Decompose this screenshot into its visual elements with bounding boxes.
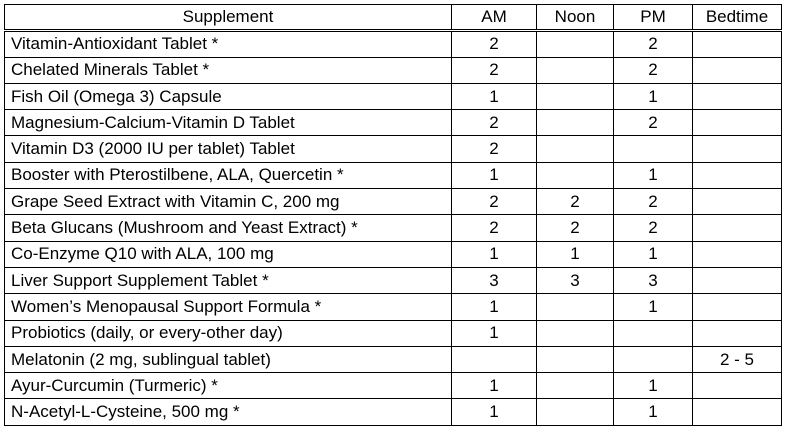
noon-dose-cell: 1 bbox=[537, 241, 614, 267]
table-row bbox=[5, 189, 782, 215]
supplement-name-cell: Ayur-Curcumin (Turmeric) * bbox=[5, 373, 452, 399]
supplement-name-cell: Vitamin-Antioxidant Tablet * bbox=[5, 31, 452, 57]
supplement-name-cell: Booster with Pterostilbene, ALA, Quercetin * bbox=[5, 162, 452, 188]
am-dose-cell: 1 bbox=[452, 294, 537, 320]
pm-dose-cell: 3 bbox=[614, 267, 693, 293]
bedtime-dose-cell bbox=[693, 294, 782, 320]
supplement-name-cell: Grape Seed Extract with Vitamin C, 200 mg bbox=[5, 189, 452, 215]
supplement-name-cell: N-Acetyl-L-Cysteine, 500 mg * bbox=[5, 399, 452, 425]
noon-dose-cell: 3 bbox=[537, 267, 614, 293]
am-dose-cell: 1 bbox=[452, 320, 537, 346]
pm-dose-cell: 2 bbox=[614, 189, 693, 215]
bedtime-dose-cell bbox=[693, 320, 782, 346]
noon-dose-cell bbox=[537, 57, 614, 83]
am-dose-cell: 2 bbox=[452, 110, 537, 136]
bedtime-dose-cell bbox=[693, 267, 782, 293]
table-body bbox=[5, 31, 782, 425]
bedtime-dose-cell bbox=[693, 215, 782, 241]
bedtime-dose-cell bbox=[693, 31, 782, 57]
table-row bbox=[5, 57, 782, 83]
pm-dose-cell: 1 bbox=[614, 373, 693, 399]
table-row bbox=[5, 136, 782, 162]
noon-dose-cell bbox=[537, 320, 614, 346]
table-row bbox=[5, 31, 782, 57]
am-dose-cell: 2 bbox=[452, 31, 537, 57]
pm-dose-cell: 1 bbox=[614, 399, 693, 425]
am-dose-cell: 1 bbox=[452, 241, 537, 267]
pm-dose-cell: 2 bbox=[614, 31, 693, 57]
header-noon: Noon bbox=[537, 5, 614, 31]
table-row bbox=[5, 346, 782, 372]
pm-dose-cell bbox=[614, 320, 693, 346]
supplement-name-cell: Probiotics (daily, or every-other day) bbox=[5, 320, 452, 346]
bedtime-dose-cell bbox=[693, 83, 782, 109]
am-dose-cell: 1 bbox=[452, 83, 537, 109]
supplement-name-cell: Women’s Menopausal Support Formula * bbox=[5, 294, 452, 320]
am-dose-cell: 1 bbox=[452, 373, 537, 399]
table-row bbox=[5, 241, 782, 267]
am-dose-cell: 1 bbox=[452, 399, 537, 425]
pm-dose-cell bbox=[614, 136, 693, 162]
header-am: AM bbox=[452, 5, 537, 31]
supplement-name-cell: Beta Glucans (Mushroom and Yeast Extract) * bbox=[5, 215, 452, 241]
bedtime-dose-cell bbox=[693, 136, 782, 162]
table-row bbox=[5, 162, 782, 188]
noon-dose-cell bbox=[537, 373, 614, 399]
supplement-name-cell: Melatonin (2 mg, sublingual tablet) bbox=[5, 346, 452, 372]
header-pm: PM bbox=[614, 5, 693, 31]
noon-dose-cell bbox=[537, 162, 614, 188]
supplement-name-cell: Magnesium-Calcium-Vitamin D Tablet bbox=[5, 110, 452, 136]
supplement-name-cell: Fish Oil (Omega 3) Capsule bbox=[5, 83, 452, 109]
bedtime-dose-cell bbox=[693, 57, 782, 83]
pm-dose-cell: 1 bbox=[614, 294, 693, 320]
supplement-name-cell: Vitamin D3 (2000 IU per tablet) Tablet bbox=[5, 136, 452, 162]
bedtime-dose-cell bbox=[693, 162, 782, 188]
noon-dose-cell bbox=[537, 110, 614, 136]
bedtime-dose-cell bbox=[693, 373, 782, 399]
table-row bbox=[5, 83, 782, 109]
bedtime-dose-cell bbox=[693, 241, 782, 267]
header-bedtime: Bedtime bbox=[693, 5, 782, 31]
noon-dose-cell bbox=[537, 346, 614, 372]
noon-dose-cell bbox=[537, 136, 614, 162]
supplement-name-cell: Liver Support Supplement Tablet * bbox=[5, 267, 452, 293]
supplement-table bbox=[4, 4, 782, 426]
noon-dose-cell bbox=[537, 294, 614, 320]
pm-dose-cell: 1 bbox=[614, 241, 693, 267]
pm-dose-cell: 2 bbox=[614, 57, 693, 83]
table-row bbox=[5, 399, 782, 425]
pm-dose-cell: 1 bbox=[614, 83, 693, 109]
table-row bbox=[5, 373, 782, 399]
supplement-name-cell: Co-Enzyme Q10 with ALA, 100 mg bbox=[5, 241, 452, 267]
bedtime-dose-cell bbox=[693, 110, 782, 136]
pm-dose-cell: 2 bbox=[614, 110, 693, 136]
header-row bbox=[5, 5, 782, 31]
pm-dose-cell bbox=[614, 346, 693, 372]
table-row bbox=[5, 320, 782, 346]
bedtime-dose-cell: 2 - 5 bbox=[693, 346, 782, 372]
am-dose-cell: 1 bbox=[452, 162, 537, 188]
noon-dose-cell bbox=[537, 31, 614, 57]
noon-dose-cell bbox=[537, 83, 614, 109]
am-dose-cell: 2 bbox=[452, 57, 537, 83]
noon-dose-cell bbox=[537, 399, 614, 425]
table-row bbox=[5, 267, 782, 293]
supplement-schedule bbox=[4, 4, 782, 426]
pm-dose-cell: 1 bbox=[614, 162, 693, 188]
header-supplement: Supplement bbox=[5, 5, 452, 31]
pm-dose-cell: 2 bbox=[614, 215, 693, 241]
bedtime-dose-cell bbox=[693, 189, 782, 215]
am-dose-cell: 2 bbox=[452, 136, 537, 162]
supplement-name-cell: Chelated Minerals Tablet * bbox=[5, 57, 452, 83]
bedtime-dose-cell bbox=[693, 399, 782, 425]
am-dose-cell: 2 bbox=[452, 215, 537, 241]
am-dose-cell: 2 bbox=[452, 189, 537, 215]
noon-dose-cell: 2 bbox=[537, 215, 614, 241]
noon-dose-cell: 2 bbox=[537, 189, 614, 215]
am-dose-cell: 3 bbox=[452, 267, 537, 293]
table-row bbox=[5, 294, 782, 320]
am-dose-cell bbox=[452, 346, 537, 372]
table-row bbox=[5, 215, 782, 241]
table-row bbox=[5, 110, 782, 136]
